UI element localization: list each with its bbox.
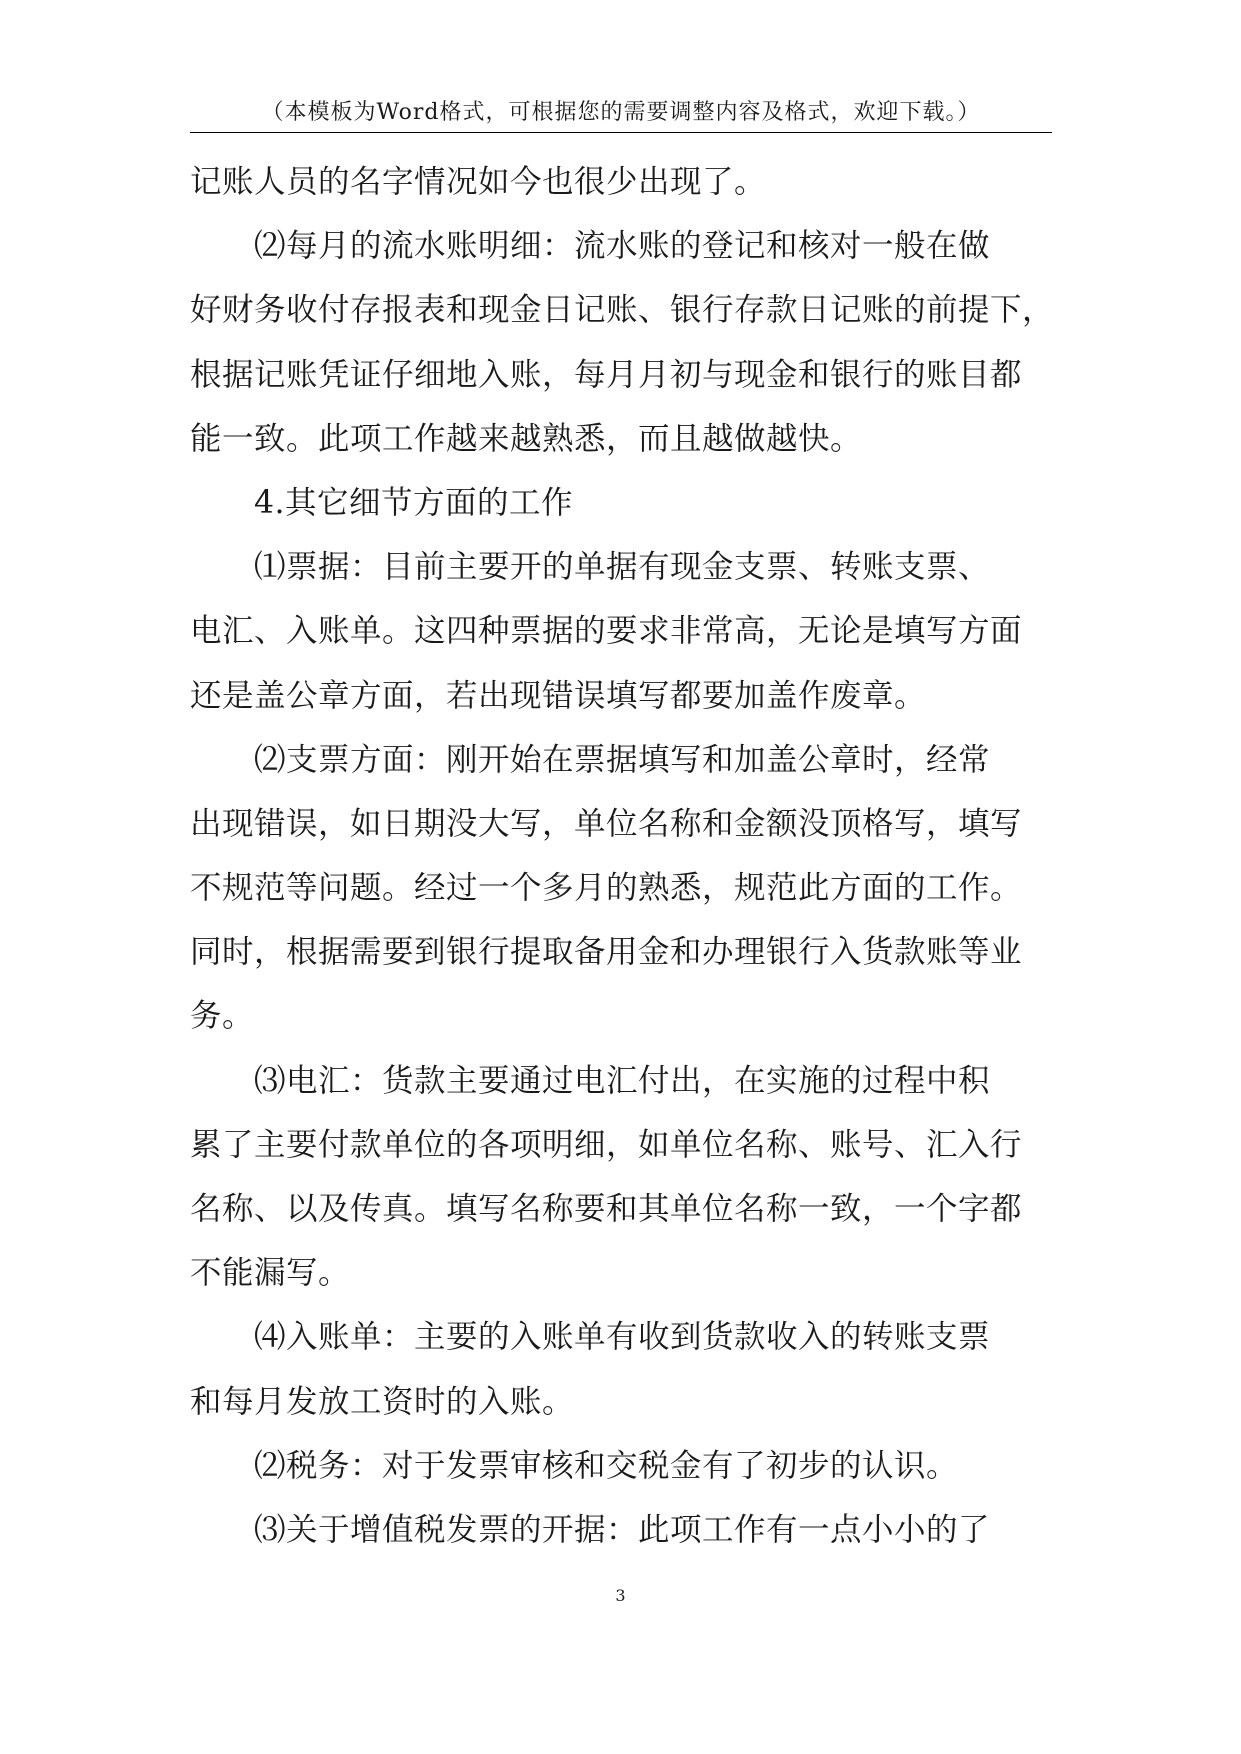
text-line: 能一致。此项工作越来越熟悉，而且越做越快。 [190, 420, 863, 457]
text-line: ⑵支票方面：刚开始在票据填写和加盖公章时，经常 [254, 741, 991, 778]
text-line: 务。 [190, 998, 255, 1035]
text-line: 和每月发放工资时的入账。 [190, 1383, 575, 1420]
page-number: 3 [615, 1586, 626, 1605]
text-line: ⑵每月的流水账明细：流水账的登记和核对一般在做 [254, 228, 991, 265]
text-line: ⑷入账单：主要的入账单有收到货款收入的转账支票 [254, 1319, 991, 1356]
text-line: 4.其它细节方面的工作 [254, 484, 574, 521]
text-line: 电汇、入账单。这四种票据的要求非常高，无论是填写方面 [190, 613, 1023, 650]
text-line: 出现错误，如日期没大写，单位名称和金额没顶格写，填写 [190, 805, 1023, 842]
text-line: 同时，根据需要到银行提取备用金和办理银行入货款账等业 [190, 934, 1023, 971]
page-header-note: （本模板为Word格式，可根据您的需要调整内容及格式，欢迎下载。） [261, 100, 981, 125]
text-line: 记账人员的名字情况如今也很少出现了。 [190, 164, 767, 200]
text-line: ⑴票据：目前主要开的单据有现金支票、转账支票、 [254, 549, 991, 586]
text-line: 好财务收付存报表和现金日记账、银行存款日记账的前提下， [190, 292, 1055, 329]
text-line: 不能漏写。 [190, 1255, 351, 1292]
text-line: 根据记账凭证仔细地入账，每月月初与现金和银行的账目都 [190, 356, 1023, 393]
text-line: 名称、以及传真。填写名称要和其单位名称一致，一个字都 [190, 1191, 1023, 1227]
document-body [190, 150, 1090, 1562]
text-line: ⑶关于增值税发票的开据：此项工作有一点小小的了 [254, 1511, 991, 1548]
header-divider [190, 132, 1052, 133]
text-line: 累了主要付款单位的各项明细，如单位名称、账号、汇入行 [190, 1126, 1023, 1163]
text-line: ⑶电汇：货款主要通过电汇付出，在实施的过程中积 [254, 1062, 991, 1099]
text-line: ⑵税务：对于发票审核和交税金有了初步的认识。 [254, 1447, 959, 1484]
text-line: 不规范等问题。经过一个多月的熟悉，规范此方面的工作。 [190, 870, 1023, 907]
text-line: 还是盖公章方面，若出现错误填写都要加盖作废章。 [190, 677, 927, 714]
